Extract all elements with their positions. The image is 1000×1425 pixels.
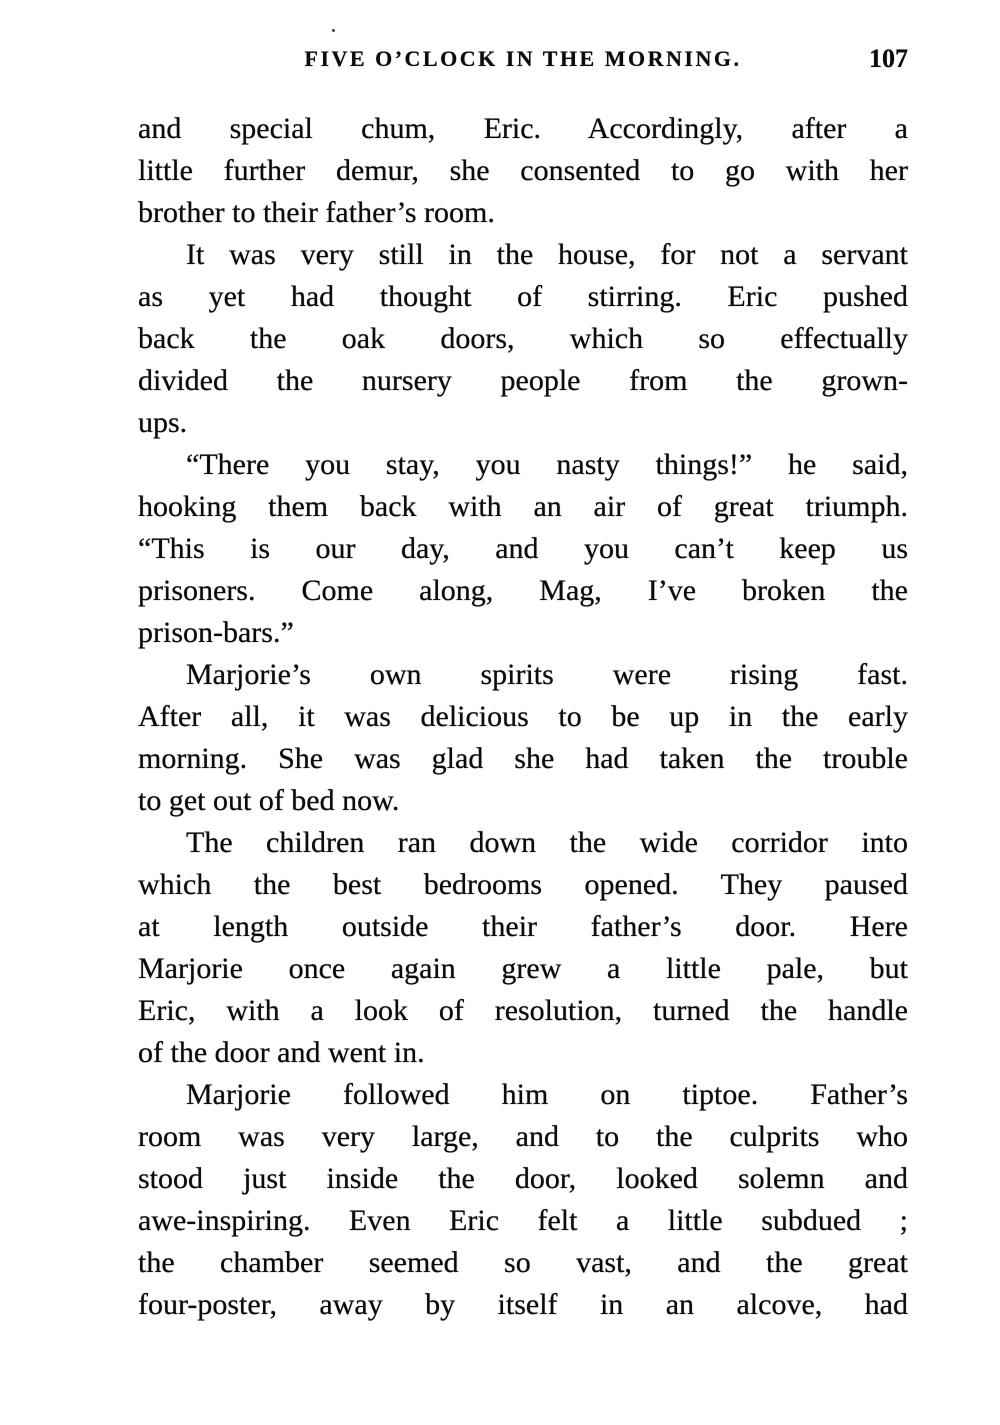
paragraph [138, 1074, 908, 1326]
scan-speckle [332, 29, 335, 32]
text-line: at length outside their father’s door. Here [138, 910, 908, 943]
text-line: It was very still in the house, for not a servant [186, 238, 908, 271]
text-line: ups. [138, 406, 188, 439]
text-line: Marjorie followed him on tiptoe. Father’s [186, 1078, 908, 1111]
text-line: awe-inspiring. Even Eric felt a little subdued ; [138, 1204, 908, 1237]
text-line: room was very large, and to the culprits who [138, 1120, 908, 1153]
text-line: little further demur, she consented to go with her [138, 154, 908, 187]
text-line: brother to their father’s room. [138, 196, 495, 229]
text-line: as yet had thought of stirring. Eric pushed [138, 280, 908, 313]
text-line: divided the nursery people from the grown- [138, 364, 908, 397]
text-line: After all, it was delicious to be up in the early [138, 700, 908, 733]
page-number: 107 [869, 44, 908, 73]
paragraph [138, 444, 908, 654]
text-line: which the best bedrooms opened. They paused [138, 868, 908, 901]
text-line: stood just inside the door, looked solemn and [138, 1162, 908, 1195]
text-block [138, 108, 908, 1326]
paragraph [138, 822, 908, 1074]
paragraph [138, 234, 908, 444]
running-title: FIVE O’CLOCK IN THE MORNING. [304, 46, 742, 71]
text-line: and special chum, Eric. Accordingly, after a [138, 112, 908, 145]
text-line: of the door and went in. [138, 1036, 425, 1069]
text-line: back the oak doors, which so effectually [138, 322, 908, 355]
text-line: Marjorie once again grew a little pale, but [138, 952, 908, 985]
text-line: Eric, with a look of resolution, turned the handle [138, 994, 908, 1027]
text-line: four-poster, away by itself in an alcove, had [138, 1288, 908, 1321]
text-line: “This is our day, and you can’t keep us [138, 532, 908, 565]
text-line: “There you stay, you nasty things!” he said, [186, 448, 908, 481]
text-line: hooking them back with an air of great triumph. [138, 490, 908, 523]
text-line: to get out of bed now. [138, 784, 400, 817]
text-line: prisoners. Come along, Mag, I’ve broken the [138, 574, 908, 607]
paragraph [138, 108, 908, 234]
page-header [138, 44, 908, 78]
text-line: The children ran down the wide corridor into [186, 826, 908, 859]
paragraph [138, 654, 908, 822]
text-line: morning. She was glad she had taken the trouble [138, 742, 908, 775]
text-line: prison-bars.” [138, 616, 294, 649]
text-line: the chamber seemed so vast, and the great [138, 1246, 908, 1279]
text-line: Marjorie’s own spirits were rising fast. [186, 658, 908, 691]
